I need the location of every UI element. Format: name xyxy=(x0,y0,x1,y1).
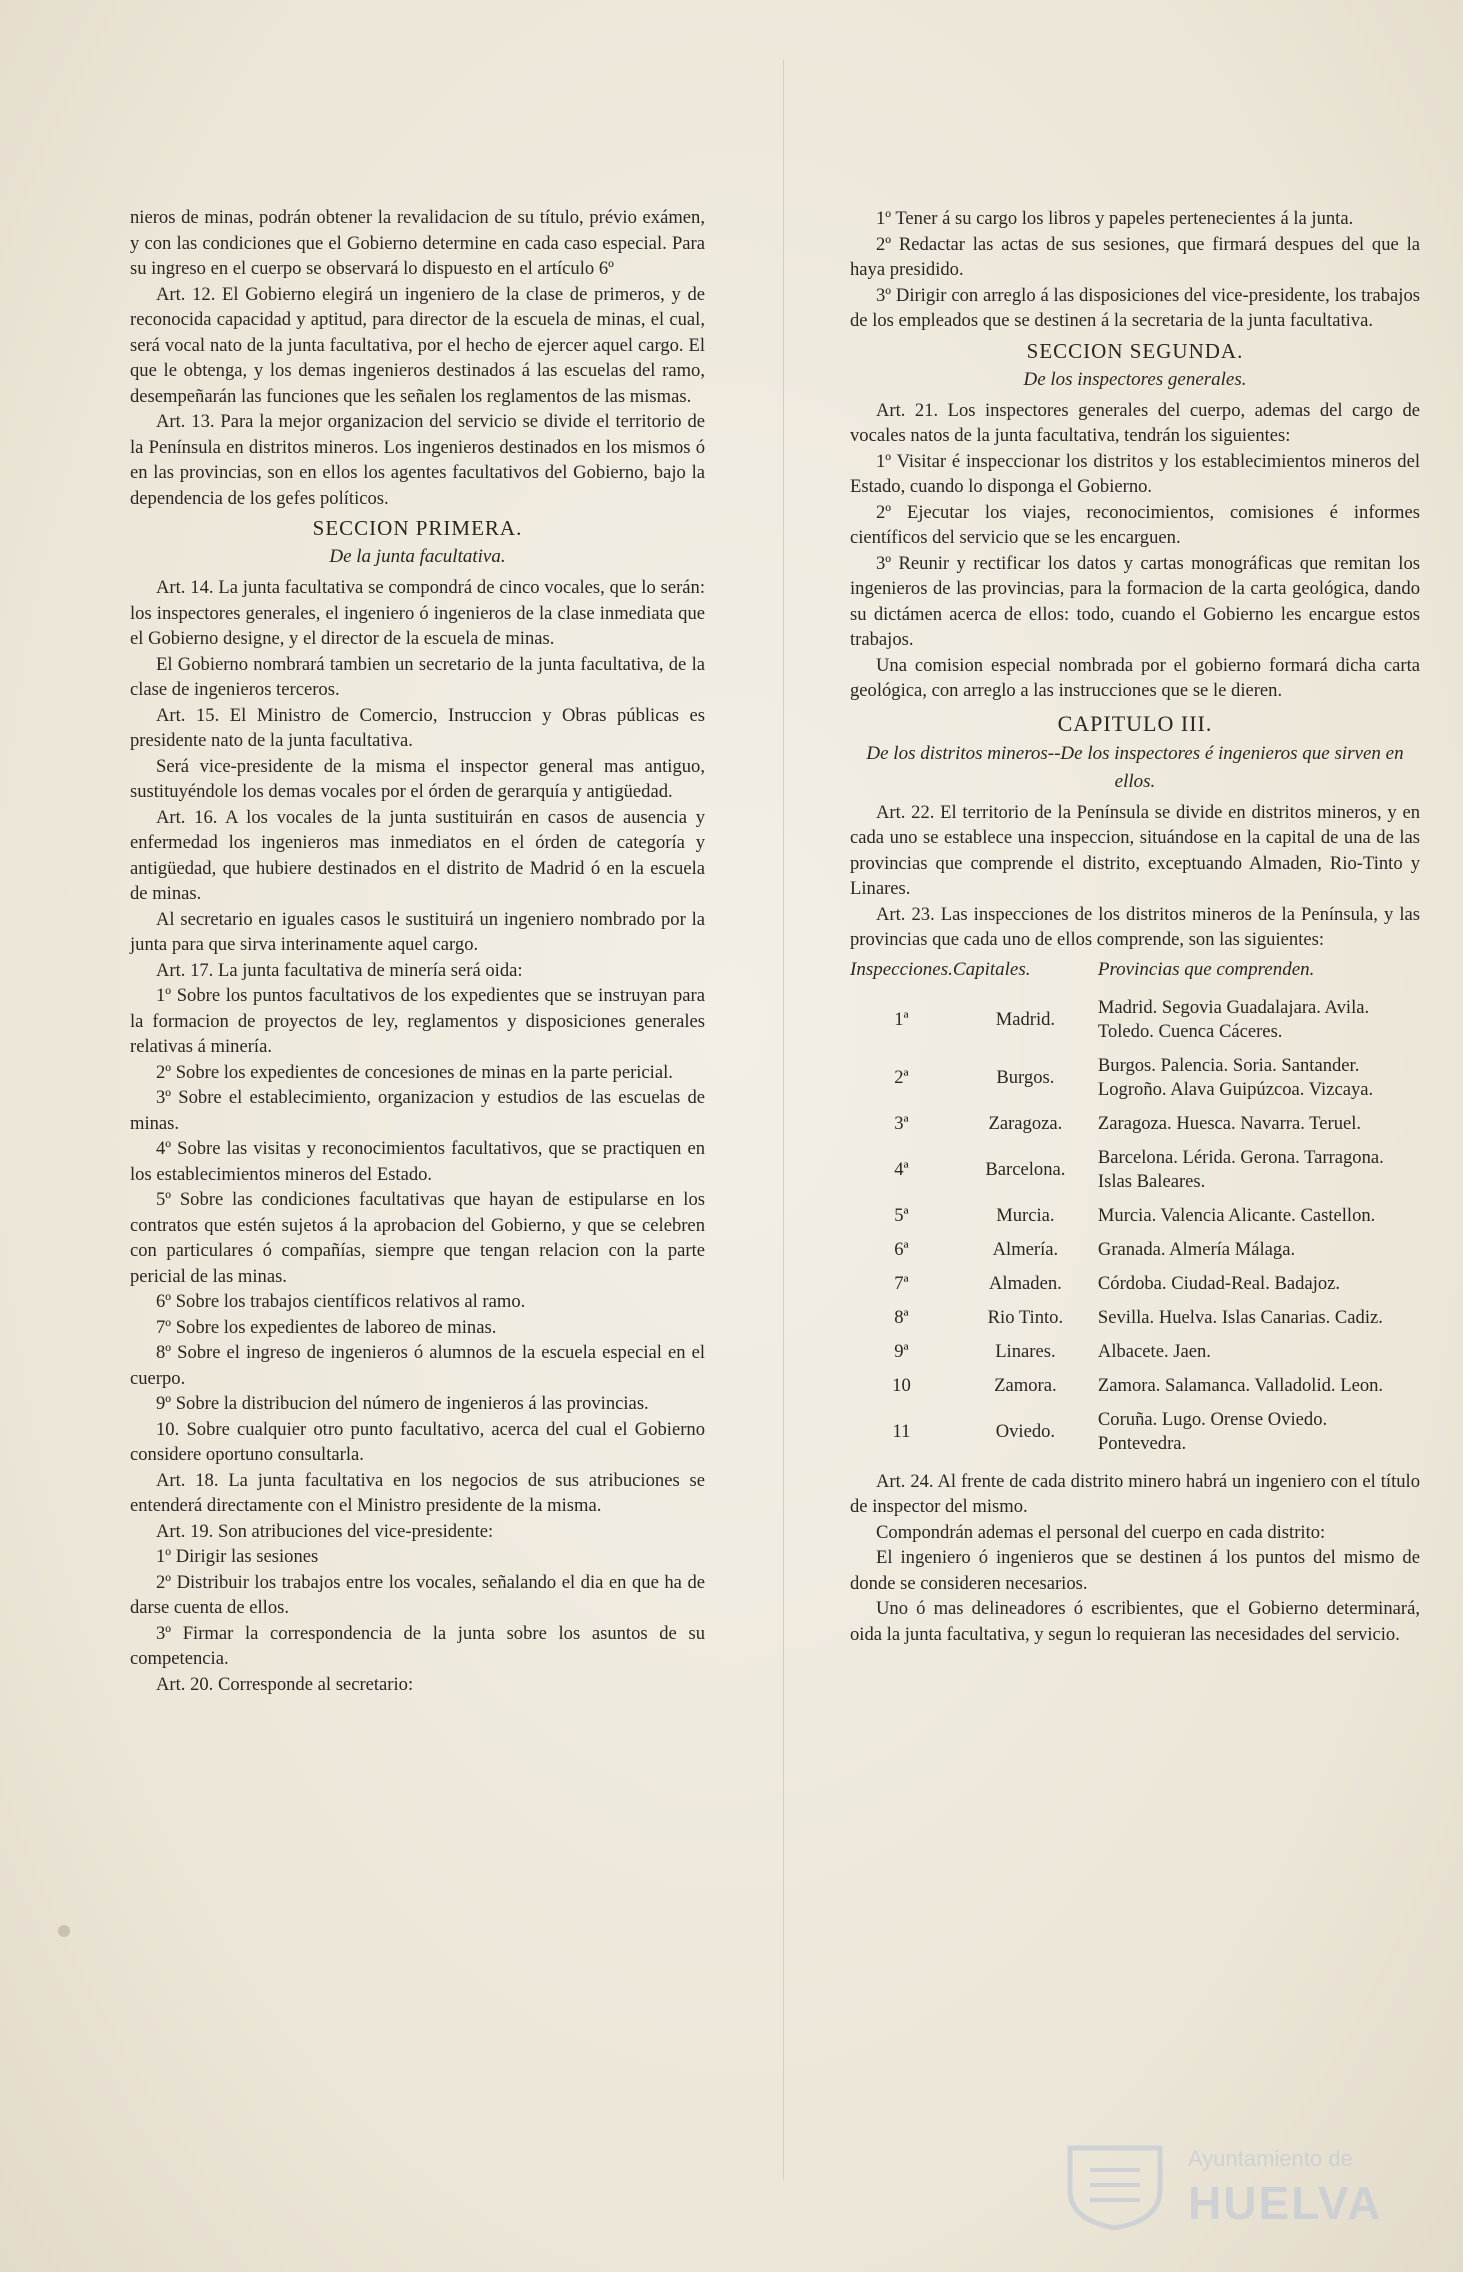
table-row xyxy=(850,991,1420,1049)
table-cell-provincias: Coruña. Lugo. Orense Oviedo. Pontevedra. xyxy=(1097,1408,1328,1454)
paragraph: 7º Sobre los expedientes de laboreo de minas. xyxy=(156,1316,497,1338)
paragraph: 8º Sobre el ingreso de ingenieros ó alumnos de la escuela especial en el cuerpo. xyxy=(130,1342,705,1389)
watermark-line1: Ayuntamiento de xyxy=(1188,2146,1353,2171)
paragraph: Art. 16. A los vocales de la junta sustituirán en casos de ausencia y enfermedad los ingenieros mas inmediatos en el órden de categoría y antigüedad, que hubiere destinados en el distrito de Madrid ó en la escuela de minas. xyxy=(130,806,705,904)
paragraph: 3º Dirigir con arreglo á las disposiciones del vice-presidente, los trabajos de los empleados que se destinen á la secretaria de la junta facultativa. xyxy=(850,284,1420,331)
table-cell-num: 5ª xyxy=(894,1204,909,1226)
paragraph: Art. 21. Los inspectores generales del cuerpo, ademas del cargo de vocales natos de la junta facultativa, tendrán los siguientes: xyxy=(850,399,1420,446)
table-cell-capital: Rio Tinto. xyxy=(987,1306,1064,1328)
table-cell-num: 6ª xyxy=(894,1238,909,1260)
table-row xyxy=(850,1141,1420,1199)
paragraph: Art. 15. El Ministro de Comercio, Instruccion y Obras públicas es presidente nato de la junta facultativa. xyxy=(130,704,705,751)
table-cell-num: 4ª xyxy=(894,1158,909,1180)
table-cell-provincias: Burgos. Palencia. Soria. Santander. Logroño. Alava Guipúzcoa. Vizcaya. xyxy=(1097,1054,1374,1100)
paragraph: Art. 19. Son atribuciones del vice-presidente: xyxy=(156,1520,494,1542)
inspections-table xyxy=(850,959,1420,1461)
table-cell-provincias: Sevilla. Huelva. Islas Canarias. Cadiz. xyxy=(1097,1306,1383,1328)
header-inspecciones: Inspecciones. xyxy=(850,958,953,980)
right-text-block-4 xyxy=(850,1469,1420,1648)
paragraph: 3º Sobre el establecimiento, organizacion y estudios de las escuelas de minas. xyxy=(130,1087,705,1134)
table-cell-capital: Oviedo. xyxy=(995,1420,1056,1442)
table-cell-num: 2ª xyxy=(894,1066,909,1088)
paragraph: Una comision especial nombrada por el gobierno formará dicha carta geológica, con arreglo a las instrucciones que se le dieren. xyxy=(850,654,1420,701)
paragraph: Art. 24. Al frente de cada distrito minero habrá un ingeniero con el título de inspector del mismo. xyxy=(850,1470,1420,1517)
table-cell-capital: Barcelona. xyxy=(985,1158,1066,1180)
chapter-subtitle: De los distritos mineros--De los inspectores é ingenieros que sirven en ellos. xyxy=(866,742,1404,792)
paragraph: 1º Sobre los puntos facultativos de los expedientes que se instruyan para la formacion de proyectos de ley, reglamentos y disposiciones generales relativas á minería. xyxy=(130,985,705,1057)
paragraph: Art. 20. Corresponde al secretario: xyxy=(156,1673,414,1695)
table-cell-capital: Burgos. xyxy=(996,1066,1055,1088)
paragraph: 2º Distribuir los trabajos entre los vocales, señalando el dia en que ha de darse cuenta de ellos. xyxy=(130,1571,705,1618)
chapter-title: CAPITULO III. xyxy=(1057,710,1213,736)
table-row xyxy=(850,1199,1420,1233)
column-divider xyxy=(783,60,784,2180)
table-cell-num: 8ª xyxy=(894,1306,909,1328)
coat-of-arms-icon xyxy=(1060,2140,1170,2230)
paragraph: 6º Sobre los trabajos científicos relativos al ramo. xyxy=(156,1291,526,1312)
paragraph: El Gobierno nombrará tambien un secretario de la junta facultativa, de la clase de ingenieros terceros. xyxy=(130,653,705,700)
paragraph: 10. Sobre cualquier otro punto facultativo, acerca del cual el Gobierno considere oportuno consultarla. xyxy=(130,1418,705,1465)
table-header-row xyxy=(850,959,1420,991)
paragraph: 5º Sobre las condiciones facultativas que hayan de estipularse en los contratos que estén sujetos á la aprobacion del Gobierno, y que se celebren con particulares ó compañías, siempre que tengan relacion con la parte pericial de las minas. xyxy=(130,1189,705,1287)
paragraph: 1º Tener á su cargo los libros y papeles pertenecientes á la junta. xyxy=(876,208,1354,229)
paragraph: 2º Ejecutar los viajes, reconocimientos, comisiones é informes científicos del servicio que se les encarguen. xyxy=(850,501,1420,548)
header-capitales: Capitales. xyxy=(952,958,1031,980)
paragraph: El ingeniero ó ingenieros que se destinen á los puntos del mismo de donde se consideren necesarios. xyxy=(850,1547,1420,1594)
section-subtitle-junta: De la junta facultativa. xyxy=(329,546,506,567)
header-provincias: Provincias que comprenden. xyxy=(1097,958,1315,980)
table-cell-provincias: Murcia. Valencia Alicante. Castellon. xyxy=(1097,1204,1376,1226)
right-column xyxy=(850,206,1420,1647)
table-cell-provincias: Córdoba. Ciudad-Real. Badajoz. xyxy=(1097,1272,1341,1294)
section-title-segunda: SECCION SEGUNDA. xyxy=(1026,338,1244,363)
table-row xyxy=(850,1403,1420,1461)
paragraph: Art. 13. Para la mejor organizacion del servicio se divide el territorio de la Península en distritos mineros. Los ingenieros destinados en los mismos ó en las provincias, son en ellos los agentes facultativos del Gobierno, bajo la dependencia de los gefes políticos. xyxy=(130,411,705,509)
paragraph: 3º Reunir y rectificar los datos y cartas monográficas que remitan los ingenieros de las provincias, para la formacion de la carta geológica, dando su dictámen acerca de ellos: todo, cuando el Gobierno les encargue estos trabajos. xyxy=(850,552,1420,650)
paragraph: 2º Redactar las actas de sus sesiones, que firmará despues del que la haya presidido. xyxy=(850,233,1420,280)
paragraph: 9º Sobre la distribucion del número de ingenieros á las provincias. xyxy=(156,1393,649,1414)
paragraph: 1º Visitar é inspeccionar los distritos y los establecimientos mineros del Estado, cuando lo disponga el Gobierno. xyxy=(850,450,1420,497)
left-text-block-1 xyxy=(130,205,705,511)
table-body xyxy=(850,991,1420,1461)
section-title-primera: SECCION PRIMERA. xyxy=(312,516,523,540)
paragraph: Será vice-presidente de la misma el inspector general mas antiguo, sustituyéndole los demas vocales por el órden de gerarquía y antigüedad. xyxy=(130,755,705,802)
paragraph: Art. 17. La junta facultativa de minería será oida: xyxy=(156,959,523,981)
table-cell-provincias: Zamora. Salamanca. Valladolid. Leon. xyxy=(1097,1374,1384,1396)
paragraph: 4º Sobre las visitas y reconocimientos facultativos, que se practiquen en los establecimientos mineros del Estado. xyxy=(130,1138,705,1185)
table-row xyxy=(850,1301,1420,1335)
table-cell-provincias: Zaragoza. Huesca. Navarra. Teruel. xyxy=(1097,1112,1362,1134)
table-cell-provincias: Madrid. Segovia Guadalajara. Avila. Toledo. Cuenca Cáceres. xyxy=(1097,996,1370,1042)
paragraph: nieros de minas, podrán obtener la revalidacion de su título, prévio exámen, y con las condiciones que el Gobierno determine en cada caso especial. Para su ingreso en el cuerpo se observará lo dispuesto en el artículo 6º xyxy=(130,207,705,279)
right-text-block-3 xyxy=(850,800,1420,953)
table-cell-capital: Zamora. xyxy=(994,1374,1057,1396)
right-text-block-1 xyxy=(850,206,1420,334)
watermark-logo xyxy=(1060,2140,1390,2230)
table-cell-provincias: Granada. Almería Málaga. xyxy=(1097,1238,1296,1260)
paragraph: 2º Sobre los expedientes de concesiones de minas en la parte pericial. xyxy=(156,1061,673,1083)
table-row xyxy=(850,1369,1420,1403)
table-cell-capital: Zaragoza. xyxy=(988,1112,1063,1134)
watermark-line2: HUELVA xyxy=(1188,2177,1383,2229)
table-cell-num: 9ª xyxy=(894,1340,909,1362)
table-cell-capital: Almería. xyxy=(992,1238,1059,1260)
table-cell-capital: Murcia. xyxy=(996,1204,1055,1226)
paragraph: Art. 23. Las inspecciones de los distritos mineros de la Península, y las provincias que cada uno de ellos comprende, son las siguientes: xyxy=(850,903,1420,950)
table-cell-num: 3ª xyxy=(894,1112,909,1134)
paragraph: 1º Dirigir las sesiones xyxy=(156,1546,319,1567)
table-row xyxy=(850,1233,1420,1267)
left-column xyxy=(130,205,705,1697)
table-row xyxy=(850,1267,1420,1301)
paragraph: Art. 18. La junta facultativa en los negocios de sus atribuciones se entenderá directamente con el Ministro presidente de la misma. xyxy=(130,1469,705,1516)
left-text-block-2 xyxy=(130,575,705,1697)
table-row xyxy=(850,1107,1420,1141)
table-cell-num: 11 xyxy=(892,1420,911,1442)
paragraph: Art. 22. El territorio de la Península se divide en distritos mineros, y en cada uno se establece una inspeccion, situándose en la capital de una de las provincias que comprende el distrito, exceptuando Almaden, Rio-Tinto y Linares. xyxy=(850,801,1420,899)
table-row xyxy=(850,1335,1420,1369)
table-row xyxy=(850,1049,1420,1107)
paragraph: Al secretario en iguales casos le sustituirá un ingeniero nombrado por la junta para que sirva interinamente aquel cargo. xyxy=(130,908,705,955)
paragraph: Art. 12. El Gobierno elegirá un ingeniero de la clase de primeros, y de reconocida capacidad y aptitud, para director de la escuela de minas, el cual, será vocal nato de la junta facultativa, por el hecho de ejercer aquel cargo. El que le obtenga, y los demas ingenieros destinados á las escuelas del ramo, desempeñarán las funciones que les señalen los reglamentos de las mismas. xyxy=(130,283,705,407)
table-cell-num: 7ª xyxy=(894,1272,909,1294)
table-cell-capital: Almaden. xyxy=(988,1272,1062,1294)
paragraph: Uno ó mas delineadores ó escribientes, que el Gobierno determinará, oida la junta facultativa, y segun lo requieran las necesidades del servicio. xyxy=(850,1598,1420,1645)
table-cell-capital: Linares. xyxy=(995,1340,1056,1362)
section-subtitle-inspectores: De los inspectores generales. xyxy=(1023,368,1247,390)
paragraph: Art. 14. La junta facultativa se compondrá de cinco vocales, que lo serán: los inspectores generales, el ingeniero ó ingenieros de la clase inmediata que el Gobierno designe, y el director de la escuela de minas. xyxy=(130,577,705,649)
table-cell-provincias: Albacete. Jaen. xyxy=(1097,1340,1211,1362)
paper-speck xyxy=(58,1925,70,1937)
table-cell-num: 1ª xyxy=(894,1008,909,1030)
paragraph: 3º Firmar la correspondencia de la junta sobre los asuntos de su competencia. xyxy=(130,1622,705,1669)
paragraph: Compondrán ademas el personal del cuerpo en cada distrito: xyxy=(876,1521,1326,1543)
table-cell-provincias: Barcelona. Lérida. Gerona. Tarragona. Islas Baleares. xyxy=(1097,1146,1384,1192)
table-cell-num: 10 xyxy=(892,1374,911,1396)
table-cell-capital: Madrid. xyxy=(995,1008,1056,1030)
right-text-block-2 xyxy=(850,398,1420,704)
